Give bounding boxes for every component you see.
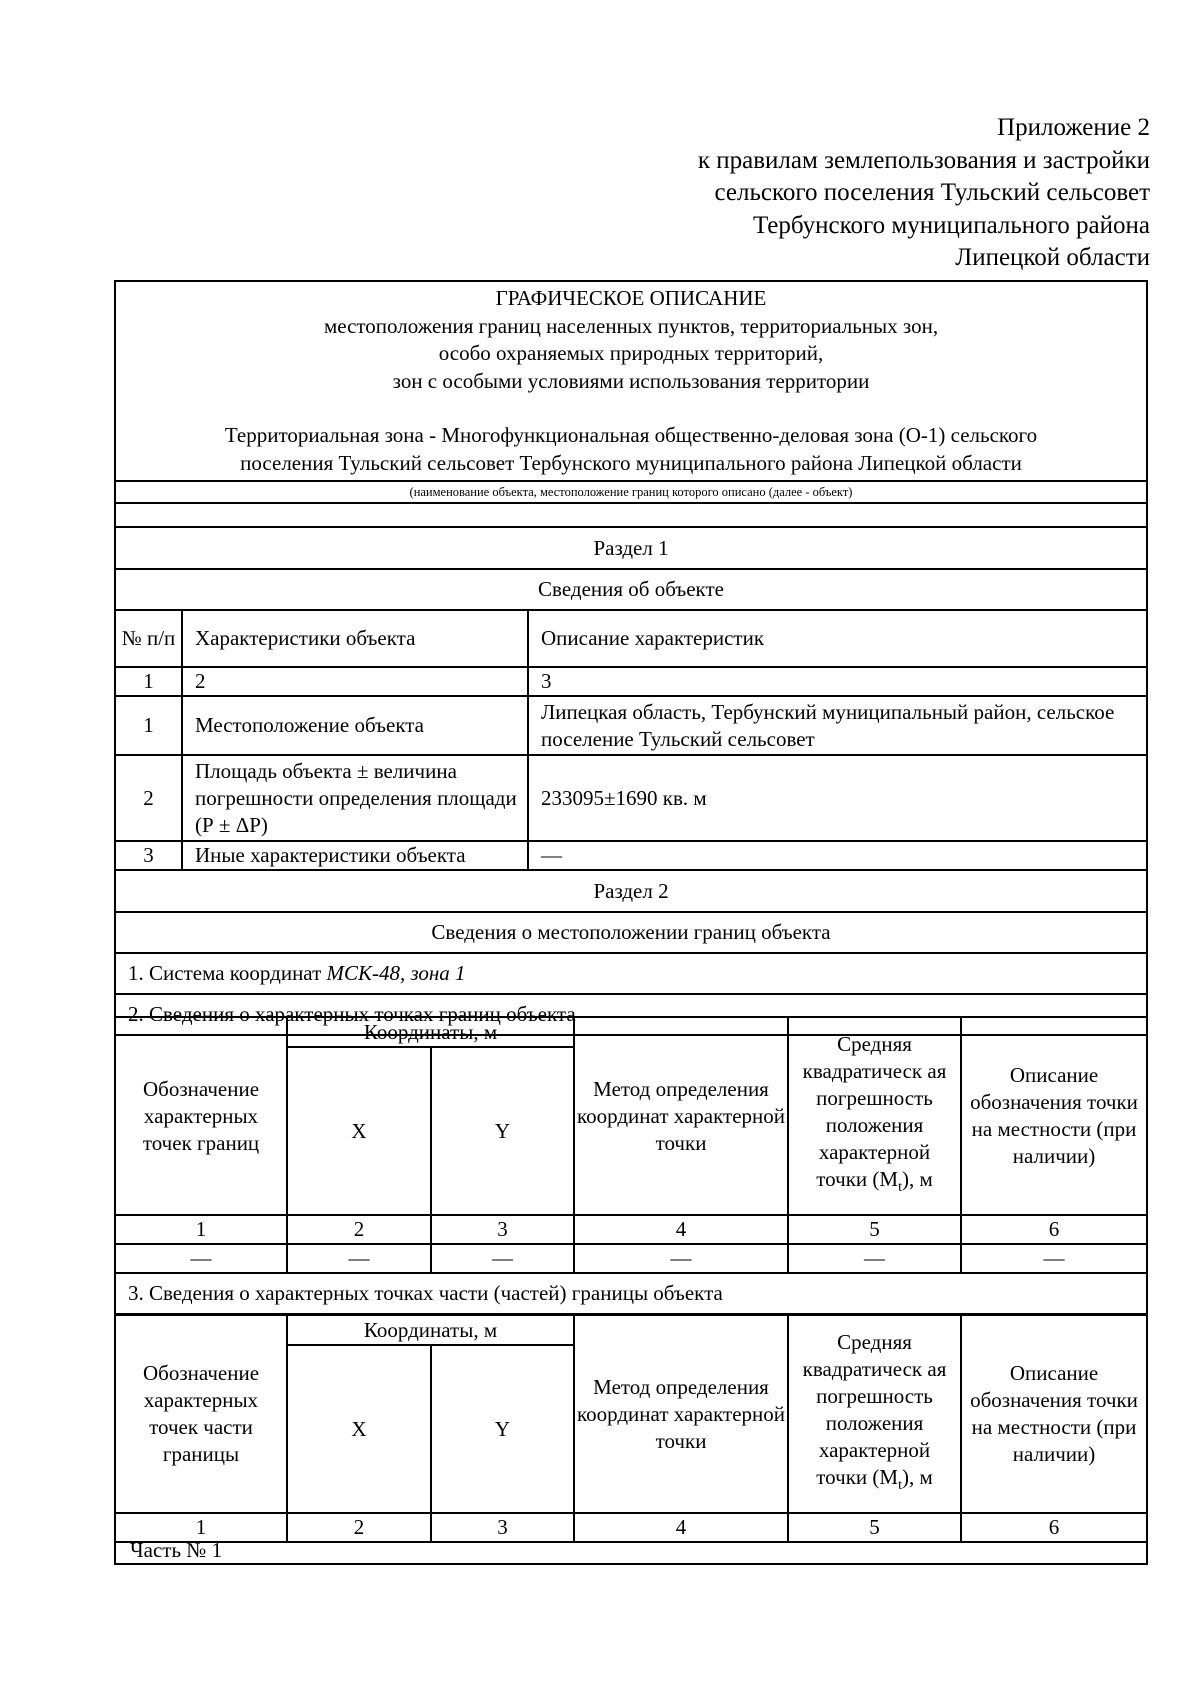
col-header-number: № п/п — [115, 610, 182, 667]
appendix-line: Приложение 2 — [997, 114, 1150, 141]
appendix-line: сельского поселения Тульский сельсовет — [714, 179, 1150, 206]
part-label: Часть № 1 — [130, 1538, 223, 1562]
section1-title: Раздел 1 — [115, 527, 1147, 569]
part-label-row — [114, 1537, 1148, 1565]
col-header-point-description: Описание обозначения точки на местности (при наличии) — [961, 1017, 1147, 1215]
number-cell: 4 — [574, 1215, 788, 1244]
col-header-designation: Обозначение характерных точек границ — [115, 1017, 287, 1215]
data-cell: — — [788, 1244, 961, 1273]
coordinate-system-label: 1. Система координат — [128, 961, 327, 985]
appendix-line: Тербунского муниципального района — [752, 211, 1150, 239]
document-subtitle-line: особо охраняемых природных территорий, — [438, 341, 824, 365]
row-characteristic: Иные характеристики объекта — [182, 841, 528, 870]
col-header-y: Y — [431, 1047, 574, 1215]
table-row — [115, 755, 1147, 841]
document-subtitle-line: местоположения границ населенных пунктов, территориальных зон, — [323, 313, 939, 338]
number-cell: 6 — [961, 1215, 1147, 1244]
table-row — [115, 1244, 1147, 1273]
row-description: 233095±1690 кв. м — [528, 755, 1147, 841]
part-boundary-points-table — [114, 1314, 1148, 1543]
col-header-y: Y — [431, 1345, 574, 1513]
data-cell: — — [115, 1244, 287, 1273]
number-cell: 5 — [788, 1513, 961, 1542]
number-cell: 1 — [115, 1215, 287, 1244]
col-header-point-description: Описание обозначения точки на местности (при наличии) — [961, 1315, 1147, 1513]
appendix-line: Липецкой области — [955, 244, 1150, 271]
number-cell: 1 — [115, 667, 182, 696]
row-characteristic: Площадь объекта ± величина погрешности определения площади (Р ± ΔР) — [182, 755, 528, 841]
number-cell: 2 — [182, 667, 528, 696]
document-title: ГРАФИЧЕСКОЕ ОПИСАНИЕ — [495, 286, 767, 310]
col-header-error: Средняя квадратическ ая погрешность положения характерной точки $(M_t)$, м — [788, 1315, 961, 1513]
number-cell: 6 — [961, 1513, 1147, 1542]
col-header-coordinates: Координаты, м — [287, 1017, 574, 1047]
number-cell: 5 — [788, 1215, 961, 1244]
col-header-error: Средняя квадратическ ая погрешность положения характерной точки $(M_t)$, м — [788, 1017, 961, 1215]
col-header-description: Описание характеристик — [528, 610, 1147, 667]
appendix-header — [698, 112, 1150, 275]
table-row — [115, 696, 1147, 755]
col-header-method: Метод определения координат характерной точки — [574, 1017, 788, 1215]
number-cell: 2 — [287, 1513, 431, 1542]
col-header-characteristics: Характеристики объекта — [182, 610, 528, 667]
row-description: — — [528, 841, 1147, 870]
row-description: Липецкая область, Тербунский муниципальный район, сельское поселение Тульский сельсовет — [528, 696, 1147, 755]
number-cell: 3 — [431, 1215, 574, 1244]
col-header-method: Метод определения координат характерной точки — [574, 1315, 788, 1513]
document-header — [115, 281, 1147, 481]
section2-subtitle: Сведения о местоположении границ объекта — [115, 912, 1147, 953]
col-header-coordinates: Координаты, м — [287, 1315, 574, 1345]
part-points-section-title: 3. Сведения о характерных точках части (частей) границы объекта — [115, 1273, 1147, 1314]
object-info-table — [114, 280, 1148, 1036]
section1-subtitle: Сведения об объекте — [115, 569, 1147, 610]
object-name-line: Территориальная зона - Многофункциональная общественно-деловая зона (О-1) сельского — [224, 423, 1038, 447]
data-cell: — — [961, 1244, 1147, 1273]
col-header-x: X — [287, 1345, 431, 1513]
number-cell: 2 — [287, 1215, 431, 1244]
table-row — [115, 841, 1147, 870]
section2-title: Раздел 2 — [115, 870, 1147, 912]
number-cell: 4 — [574, 1513, 788, 1542]
data-cell: — — [287, 1244, 431, 1273]
data-cell: — — [574, 1244, 788, 1273]
number-cell: 3 — [528, 667, 1147, 696]
row-number: 3 — [115, 841, 182, 870]
number-cell: 3 — [431, 1513, 574, 1542]
row-number: 2 — [115, 755, 182, 841]
number-cell: 1 — [115, 1513, 287, 1542]
coordinate-system — [115, 953, 1147, 994]
object-name-line: поселения Тульский сельсовет Тербунского муниципального района Липецкой области — [240, 450, 1022, 475]
spacer-row — [115, 503, 1147, 527]
coordinate-system-value: МСК-48, зона 1 — [326, 961, 466, 985]
appendix-line: к правилам землепользования и застройки — [697, 146, 1150, 174]
row-number: 1 — [115, 696, 182, 755]
data-cell: — — [431, 1244, 574, 1273]
document-subtitle-line: зон с особыми условиями использования территории — [392, 368, 870, 393]
col-header-designation: Обозначение характерных точек части границы — [115, 1315, 287, 1513]
row-characteristic: Местоположение объекта — [182, 696, 528, 755]
points-section-title: 2. Сведения о характерных точках границ объекта — [115, 994, 1147, 1035]
col-header-x: X — [287, 1047, 431, 1215]
object-caption: (наименование объекта, местоположение границ которого описано (далее - объект) — [115, 481, 1147, 503]
boundary-points-table — [114, 1016, 1148, 1315]
